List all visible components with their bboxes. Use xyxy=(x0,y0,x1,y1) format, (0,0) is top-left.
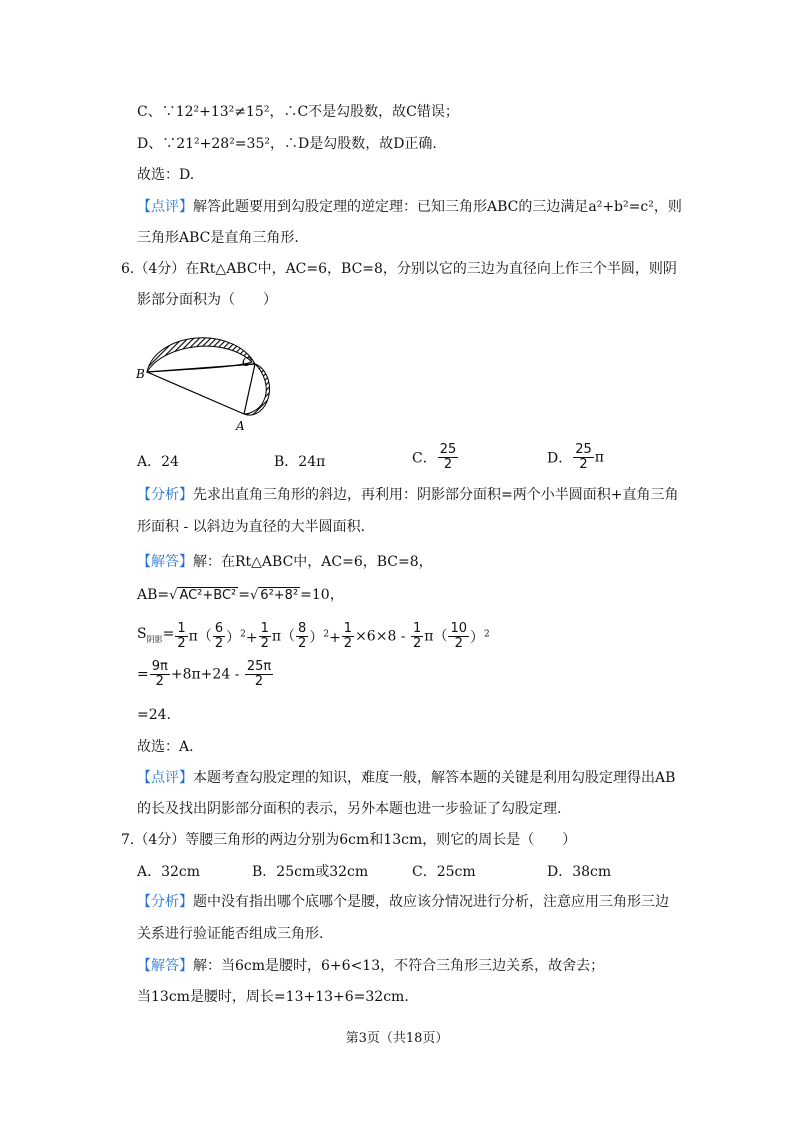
q6-answer-line1: 【解答】解：在Rt△ABC中，AC=6，BC=8， xyxy=(137,554,433,570)
comment-text: 解答此题要用到勾股定理的逆定理：已知三角形ABC的三边满足a²+b²=c²，则 xyxy=(193,199,682,215)
q7-option-c: C．25cm xyxy=(412,864,476,880)
q7-answer-line1: 【解答】解：当6cm是腰时，6+6<13，不符合三角形三边关系，故舍去； xyxy=(137,958,605,974)
q5-comment-line2: 三角形ABC是直角三角形. xyxy=(137,230,299,246)
label-b: B xyxy=(136,367,145,381)
q6-option-b: B．24π xyxy=(274,454,326,470)
q5-choice: 故选：D. xyxy=(137,167,195,183)
q6-area-result: =24. xyxy=(137,707,171,723)
q7-stem: 7.（4分）等腰三角形的两边分别为6cm和13cm，则它的周长是（ ） xyxy=(121,832,577,848)
q6-comment-line2: 的长及找出阴影部分面积的表示，另外本题也进一步验证了勾股定理. xyxy=(137,801,562,817)
label-c: C xyxy=(242,355,252,369)
q6-stem-line2: 影部分面积为（ ） xyxy=(137,292,277,308)
q6-analysis-line1: 【分析】先求出直角三角形的斜边，再利用：阴影部分面积=两个小半圆面积+直角三角 xyxy=(137,487,679,503)
q7-analysis-line1: 【分析】题中没有指出哪个底哪个是腰，故应该分情况进行分析，注意应用三角形三边 xyxy=(137,894,669,910)
q6-area-formula: $S_{阴影}=$ $\frac{1}{2}$ π（ $\frac{6}{2}$ ）$^2$+ $\frac{1}{2}$ π（ $\frac{8}{2}$ ）$^2$+ $\frac{1}{2}$ ×6×8 - $\frac{1}{2}$ π（ $\frac{10}{2}$ ）$^2$ xyxy=(137,621,490,651)
q6-stem-line1: 6.（4分）在Rt△ABC中，AC=6，BC=8，分别以它的三边为直径向上作三个半圆，则阴 xyxy=(121,261,677,277)
label-a: A xyxy=(236,419,245,433)
line-c-item: C、∵12²+13²≠15²，∴C不是勾股数，故C错误； xyxy=(137,104,459,120)
q6-ab-formula: AB=√ AC²+BC² =√ 6²+8² =10， xyxy=(137,587,344,603)
q7-option-d: D．38cm xyxy=(547,864,612,880)
q6-choice: 故选：A. xyxy=(137,739,194,755)
comment-tag: 【点评】 xyxy=(137,199,193,215)
q7-answer-line2: 当13cm是腰时，周长=13+13+6=32cm. xyxy=(137,989,409,1005)
q6-analysis-line2: 形面积 - 以斜边为直径的大半圆面积. xyxy=(137,519,366,535)
semicircle-figure xyxy=(134,318,284,436)
q6-comment-line1: 【点评】本题考查勾股定理的知识，难度一般，解答本题的关键是利用勾股定理得出AB xyxy=(137,770,676,786)
q7-option-b: B．25cm或32cm xyxy=(252,864,369,880)
q7-analysis-line2: 关系进行验证能否组成三角形. xyxy=(137,926,324,942)
q6-area-step2: = $\frac{9\pi}{2}$ +8π+24 - $\frac{25\pi}{2}$ xyxy=(137,659,272,689)
q6-option-d: D． $\frac{25}{2}$ π xyxy=(547,442,604,472)
line-d-item: D、∵21²+28²=35²，∴D是勾股数，故D正确. xyxy=(137,136,437,152)
q7-option-a: A．32cm xyxy=(137,864,201,880)
q5-comment-line1 xyxy=(137,197,682,217)
q6-option-a: A．24 xyxy=(137,454,179,470)
q6-option-c: C． $\frac{25}{2}$ xyxy=(412,442,457,472)
page-footer: 第3页（共18页） xyxy=(345,1031,449,1046)
